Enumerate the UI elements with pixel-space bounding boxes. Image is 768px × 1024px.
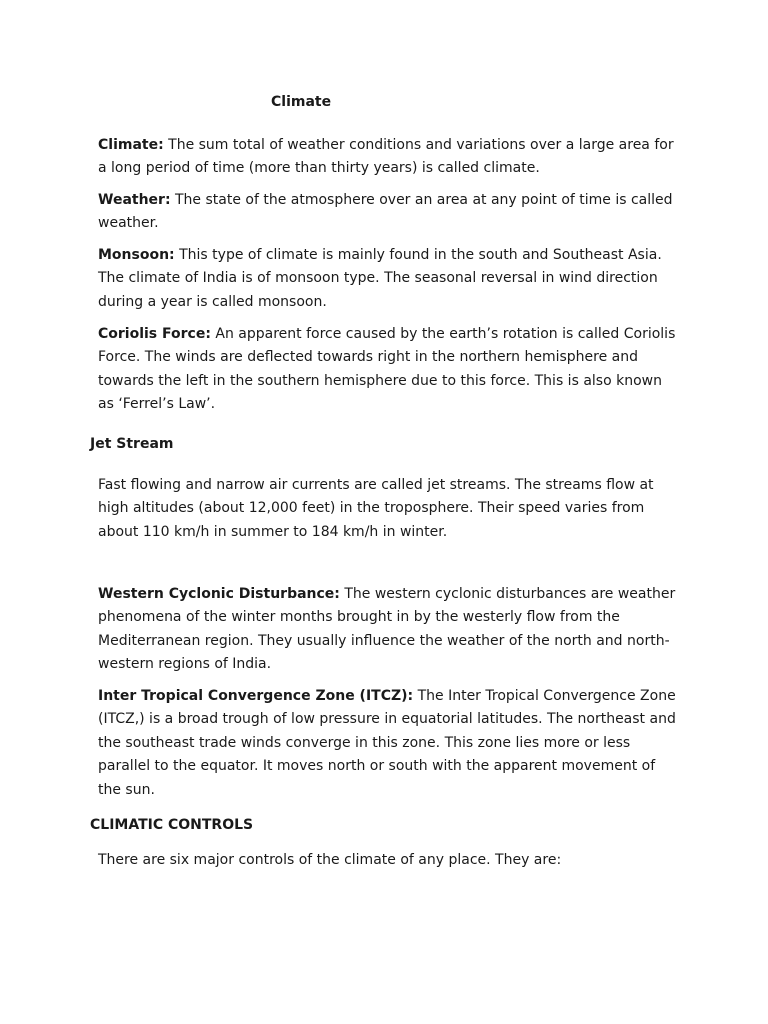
- document-title: Climate: [271, 94, 332, 110]
- definition-western-cyclonic-disturbance: [98, 583, 676, 677]
- definition-coriolis-force: [98, 323, 676, 417]
- definition-term: Western Cyclonic Disturbance:: [98, 586, 340, 602]
- definition-text: The state of the atmosphere over an area at any point of time is called weather.: [98, 192, 673, 232]
- jet-stream-paragraph: Fast flowing and narrow air currents are called jet streams. The streams flow at high altitudes (about 12,000 feet) in the troposphere. Their speed varies from about 110 km/h in summer to 184 km/h in winter.: [98, 477, 654, 540]
- definition-text: This type of climate is mainly found in the south and Southeast Asia. The climate of India is of monsoon type. The seasonal reversal in wind direction during a year is called monsoon.: [98, 247, 662, 310]
- definition-text: The Inter Tropical Convergence Zone (ITCZ,) is a broad trough of low pressure in equatorial latitudes. The northeast and the southeast trade winds converge in this zone. This zone lies more or less parallel to the equator. It moves north or south with the apparent movement of the sun.: [98, 688, 676, 798]
- definition-term: Inter Tropical Convergence Zone (ITCZ):: [98, 688, 414, 704]
- section-heading-jet-stream: Jet Stream: [90, 436, 174, 452]
- definition-term: Weather:: [98, 192, 171, 208]
- definition-term: Monsoon:: [98, 247, 175, 263]
- definition-text: An apparent force caused by the earth’s rotation is called Coriolis Force. The winds are deflected towards right in the northern hemisphere and towards the left in the southern hemisphere due to this force. This is also known as ‘Ferrel’s Law’.: [98, 326, 676, 413]
- definition-climate: [98, 134, 676, 181]
- definition-text: The sum total of weather conditions and variations over a large area for a long period of time (more than thirty years) is called climate.: [98, 137, 674, 177]
- section-heading-climatic-controls: CLIMATIC CONTROLS: [90, 817, 254, 833]
- definition-term: Climate:: [98, 137, 164, 153]
- definition-itcz: [98, 685, 676, 802]
- climatic-controls-paragraph: There are six major controls of the climate of any place. They are:: [98, 852, 562, 868]
- definition-text: The western cyclonic disturbances are weather phenomena of the winter months brought in by the westerly flow from the Mediterranean region. They usually influence the weather of the north and north-western regions of India.: [98, 586, 676, 673]
- definition-monsoon: [98, 244, 676, 314]
- definition-term: Coriolis Force:: [98, 326, 211, 342]
- definition-weather: [98, 189, 676, 236]
